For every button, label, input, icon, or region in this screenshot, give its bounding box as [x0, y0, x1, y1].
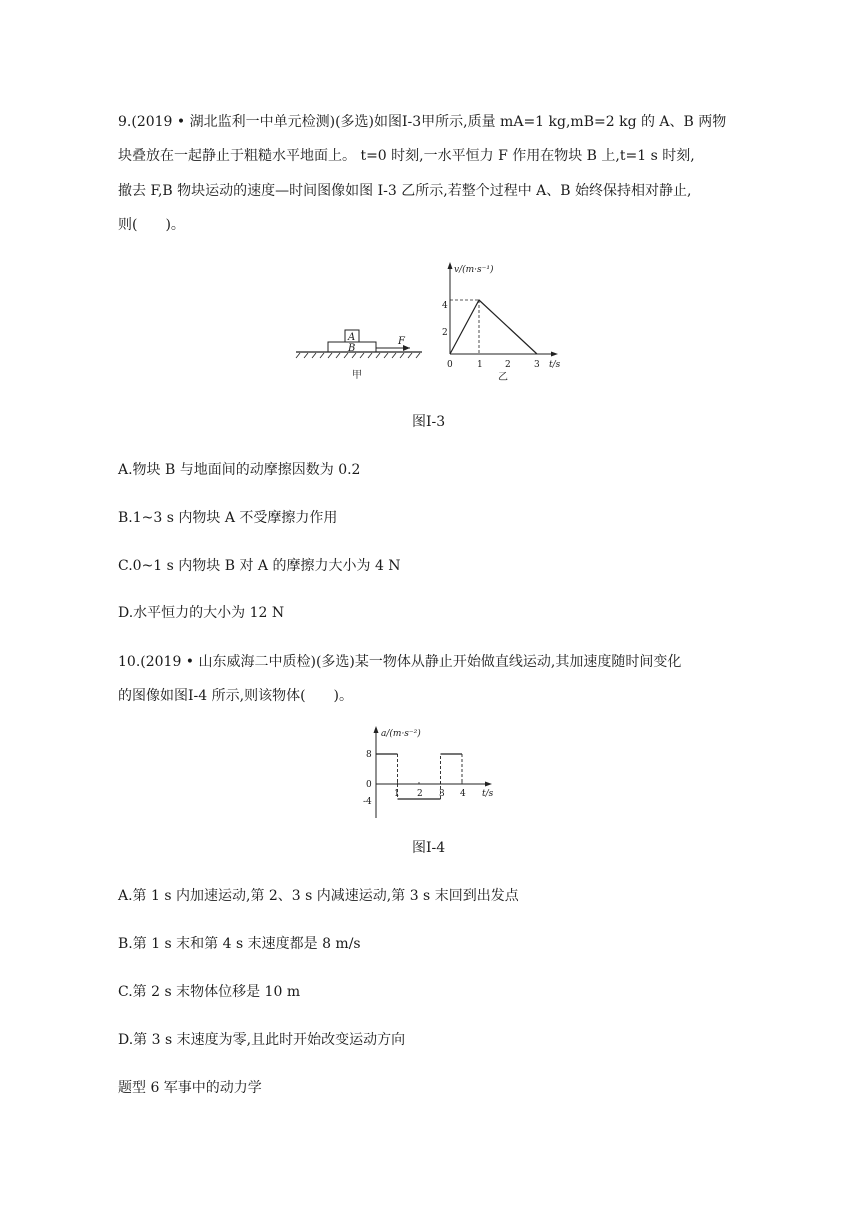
q9-vt-graph [438, 258, 578, 382]
q10-line-1: 10.(2019 • 山东威海二中质检)(多选)某一物体从静止开始做直线运动,其加速度随时间变化 [118, 654, 682, 670]
ground-hatching [296, 353, 420, 358]
diagram-sublabel: 甲 [352, 370, 362, 381]
block-b-label: B [348, 343, 356, 354]
q9-block-diagram [290, 320, 430, 382]
at-y-tick-neg4: -4 [363, 797, 372, 807]
vt-sublabel: 乙 [498, 372, 508, 382]
q10-option-c: C.第 2 s 末物体位移是 10 m [118, 984, 301, 1000]
at-x-tick-1: 1 [394, 789, 400, 799]
vt-y-tick-4: 4 [442, 301, 448, 311]
at-x-tick-4: 4 [460, 789, 466, 799]
vt-x-tick-2: 2 [505, 360, 511, 370]
q10-option-a: A.第 1 s 内加速运动,第 2、3 s 内减速运动,第 3 s 末回到出发点 [118, 888, 519, 904]
section-heading: 题型 6 军事中的动力学 [118, 1080, 262, 1096]
vt-x-tick-0: 0 [447, 360, 453, 370]
q9-option-c: C.0~1 s 内物块 B 对 A 的摩擦力大小为 4 N [118, 558, 401, 574]
q10-line-2: 的图像如图Ⅰ-4 所示,则该物体( )。 [118, 688, 353, 704]
vt-x-tick-3: 3 [534, 360, 540, 370]
q9-line-3: 撤去 F,B 物块运动的速度—时间图像如图 Ⅰ-3 乙所示,若整个过程中 A、B 始终保持相对静止, [118, 183, 692, 199]
q9-figure-caption: 图Ⅰ-3 [412, 414, 446, 430]
at-y-arrowhead [374, 726, 379, 733]
vt-y-tick-2: 2 [442, 328, 448, 338]
vt-y-arrowhead [448, 262, 453, 269]
q9-line-2: 块叠放在一起静止于粗糙水平地面上。 t=0 时刻,一水平恒力 F 作用在物块 B 上,t=1 s 时刻, [118, 148, 695, 164]
q10-option-d: D.第 3 s 末速度为零,且此时开始改变运动方向 [118, 1032, 406, 1048]
vt-x-tick-1: 1 [477, 360, 483, 370]
q10-option-b: B.第 1 s 末和第 4 s 末速度都是 8 m/s [118, 936, 361, 952]
q9-line-4: 则( )。 [118, 217, 185, 233]
at-x-tick-3: 3 [439, 789, 445, 799]
at-y-tick-8: 8 [366, 750, 372, 760]
vt-y-axis-label: v/(m·s⁻¹) [454, 265, 494, 275]
at-x-axis-label: t/s [482, 789, 494, 799]
q9-option-b: B.1~3 s 内物块 A 不受摩擦力作用 [118, 510, 338, 526]
at-x-arrowhead [485, 782, 492, 787]
at-y-axis-label: a/(m·s⁻²) [381, 729, 421, 739]
q10-figure-caption: 图Ⅰ-4 [412, 840, 446, 856]
force-label: F [398, 336, 405, 347]
q9-option-d: D.水平恒力的大小为 12 N [118, 605, 285, 621]
at-y-tick-0: 0 [366, 780, 372, 790]
vt-x-arrowhead [551, 352, 558, 357]
block-a-label: A [348, 332, 356, 343]
vt-x-axis-label: t/s [549, 360, 561, 370]
vt-series-line [450, 300, 537, 354]
at-x-tick-2: 2 [417, 789, 423, 799]
q10-at-graph [362, 722, 512, 822]
q9-line-1: 9.(2019 • 湖北监利一中单元检测)(多选)如图Ⅰ-3甲所示,质量 mA=1 kg,mB=2 kg 的 A、B 两物 [118, 114, 727, 130]
q9-option-a: A.物块 B 与地面间的动摩擦因数为 0.2 [118, 462, 361, 478]
